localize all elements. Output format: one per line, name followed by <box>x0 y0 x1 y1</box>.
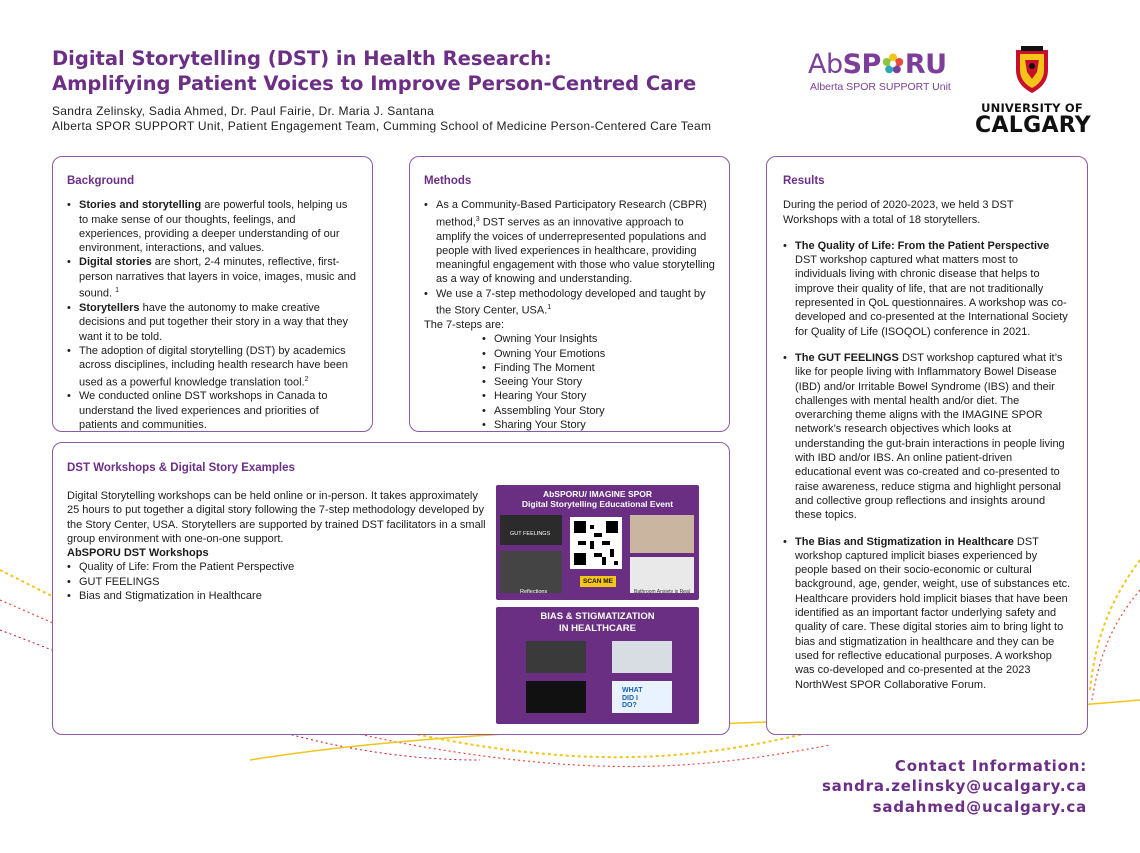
event-flyer-thumbnail <box>496 485 699 600</box>
ucalgary-logo <box>975 46 1092 138</box>
step-item: • Seeing Your Story <box>482 375 715 389</box>
stethoscope-tile <box>612 641 672 673</box>
list-item: • Bias and Stigmatization in Healthcare <box>67 589 491 603</box>
video-tile: Reflections <box>500 551 562 593</box>
absporu-sp: SP <box>842 49 881 80</box>
affiliation: Alberta SPOR SUPPORT Unit, Patient Engagement Team, Cumming School of Medicine Person-Centered Care Team <box>52 119 712 133</box>
results-heading: Results <box>783 175 825 187</box>
authors-block <box>52 104 711 134</box>
methods-heading: Methods <box>424 175 472 187</box>
video-tile <box>526 681 586 713</box>
step-item: • Sharing Your Story <box>482 418 715 432</box>
list-item: • Quality of Life: From the Patient Perspective <box>67 560 491 574</box>
background-panel <box>52 156 373 432</box>
video-tile: GUT FEELINGS <box>500 515 562 545</box>
poster-title <box>52 46 696 96</box>
absporu-logo <box>808 50 951 93</box>
step-item: • Finding The Moment <box>482 361 715 375</box>
dst-subheading: AbSPORU DST Workshops <box>67 547 209 560</box>
qr-icon <box>570 517 622 569</box>
background-heading: Background <box>67 175 135 187</box>
scan-me-badge: SCAN ME <box>580 576 616 587</box>
list-item: • Digital stories are short, 2-4 minutes, reflective, first-person narratives that layers in voice, images, music and sound. $^1$ <box>67 255 358 301</box>
ucalgary-line-2: CALGARY <box>975 113 1092 138</box>
list-item: • GUT FEELINGS <box>67 575 491 589</box>
bias-stigmatization-thumbnail <box>496 607 699 724</box>
title-line-1: Digital Storytelling (DST) in Health Research: <box>52 47 552 70</box>
list-item: • Storytellers have the autonomy to make creative decisions and put together their story in a way that they want it to be told. <box>67 301 358 344</box>
dst-panel <box>52 442 730 735</box>
dst-heading: DST Workshops & Digital Story Examples <box>67 462 295 474</box>
ucalgary-line-1: UNIVERSITY OF <box>981 101 1083 115</box>
list-item: • We use a 7-step methodology developed and taught by the Story Center, USA.$^1$ <box>424 287 715 318</box>
results-list <box>783 239 1071 692</box>
list-item: • As a Community-Based Participatory Research (CBPR) method,$^3$ DST serves as an innovative approach to amplify the voices of underrepresented populations and people with lived experiences in healthcare, providing meaningful engagement with those who value storytelling as a way of knowing and understanding. <box>424 198 715 286</box>
methods-panel <box>409 156 730 432</box>
absporu-subtitle: Alberta SPOR SUPPORT Unit <box>810 81 951 93</box>
thumb2-title-2: IN HEALTHCARE <box>559 623 636 634</box>
hand-photo-tile <box>630 515 694 553</box>
crest-icon <box>1013 46 1051 94</box>
thumb2-title-1: BIAS & STIGMATIZATION <box>540 611 655 622</box>
qr-code <box>570 517 622 569</box>
methods-list <box>424 198 715 318</box>
absporu-ab: Ab <box>808 49 843 80</box>
flyer-title-1: AbSPORU/ IMAGINE SPOR <box>542 489 653 499</box>
dst-body: Digital Storytelling workshops can be held online or in-person. It takes approximately 25 hours to put together a digital story following the 7-step methodology developed by the Story Center, USA. Storytellers are supported by trained DST facilitators in a small group environment with one-on-one support. <box>67 490 486 545</box>
step-item: • Hearing Your Story <box>482 389 715 403</box>
list-item: • Stories and storytelling are powerful tools, helping us to make sense of our thoughts, feelings, and experiences, providing a deeper understanding of our environment, interactions, and values. <box>67 198 358 255</box>
results-panel <box>766 156 1088 735</box>
steps-label: The 7-steps are: <box>424 318 505 331</box>
authors: Sandra Zelinsky, Sadia Ahmed, Dr. Paul Fairie, Dr. Maria J. Santana <box>52 104 435 118</box>
background-list <box>67 198 358 432</box>
video-tile: Bathroom Anxiety is Real <box>630 557 694 593</box>
step-item: • Owning Your Emotions <box>482 347 715 361</box>
contact-info <box>822 756 1087 818</box>
flower-icon <box>881 52 905 76</box>
list-item: • We conducted online DST workshops in Canada to understand the lived experiences and priorities of patients and communities. <box>67 389 358 432</box>
flyer-title-2: Digital Storytelling Educational Event <box>521 499 674 509</box>
results-intro: During the period of 2020-2023, we held 3 DST Workshops with a total of 18 storytellers. <box>783 199 1014 226</box>
list-item: • The Quality of Life: From the Patient Perspective DST workshop captured what matters most to individuals living with chronic disease that helps to improve their quality of life, that are not traditionally represented in QoL questionnaires. A workshop was co-developed and co-presented at the International Society for Quality of Life (ISOQOL) conference in 2021. <box>783 239 1071 339</box>
email-link-1[interactable]: sandra.zelinsky@ucalgary.ca <box>821 777 1087 795</box>
contact-heading: Contact Information: <box>894 757 1087 775</box>
step-item: • Owning Your Insights <box>482 332 715 346</box>
email-link-2[interactable]: sadahmed@ucalgary.ca <box>872 798 1087 816</box>
video-tile: WHAT DID I DO? <box>612 681 672 713</box>
workshop-list <box>67 560 491 603</box>
dst-text <box>67 489 491 603</box>
absporu-ru: RU <box>904 49 947 80</box>
title-line-2: Amplifying Patient Voices to Improve Person-Centred Care <box>52 72 697 95</box>
list-item: • The GUT FEELINGS DST workshop captured what it’s like for people living with Inflammatory Bowel Disease (IBD) and/or Irritable Bowel Syndrome (IBS) and their challenges with mental health and/or diet. The overarching theme aligns with the IMAGINE SPOR network’s research objectives which looks at understanding the gut-brain interactions in people living with IBD and/or IBS. An online patient-driven educational event was co-created and co-presented to raise awareness, reduce stigma and highlight personal and collective group reflections and insights around these topics. <box>783 351 1071 523</box>
list-item: • The Bias and Stigmatization in Healthcare DST workshop captured implicit biases experienced by people based on their socio-economic or cultural background, age, gender, weight, use of substances etc. Healthcare providers hold implicit biases that have been identified as an important factor underlying safety and quality of care. These digital stories aim to bring light to bias and stigmatization in healthcare and they can be used for reflective educational purposes. A workshop was co-developed and co-presented at the 2023 NorthWest SPOR Collaborative Forum. <box>783 535 1071 692</box>
video-tile <box>526 641 586 673</box>
steps-list <box>482 332 715 432</box>
step-item: • Assembling Your Story <box>482 404 715 418</box>
list-item: • The adoption of digital storytelling (DST) by academics across disciplines, including health research have been used as a powerful knowledge translation tool.$^2$ <box>67 344 358 390</box>
